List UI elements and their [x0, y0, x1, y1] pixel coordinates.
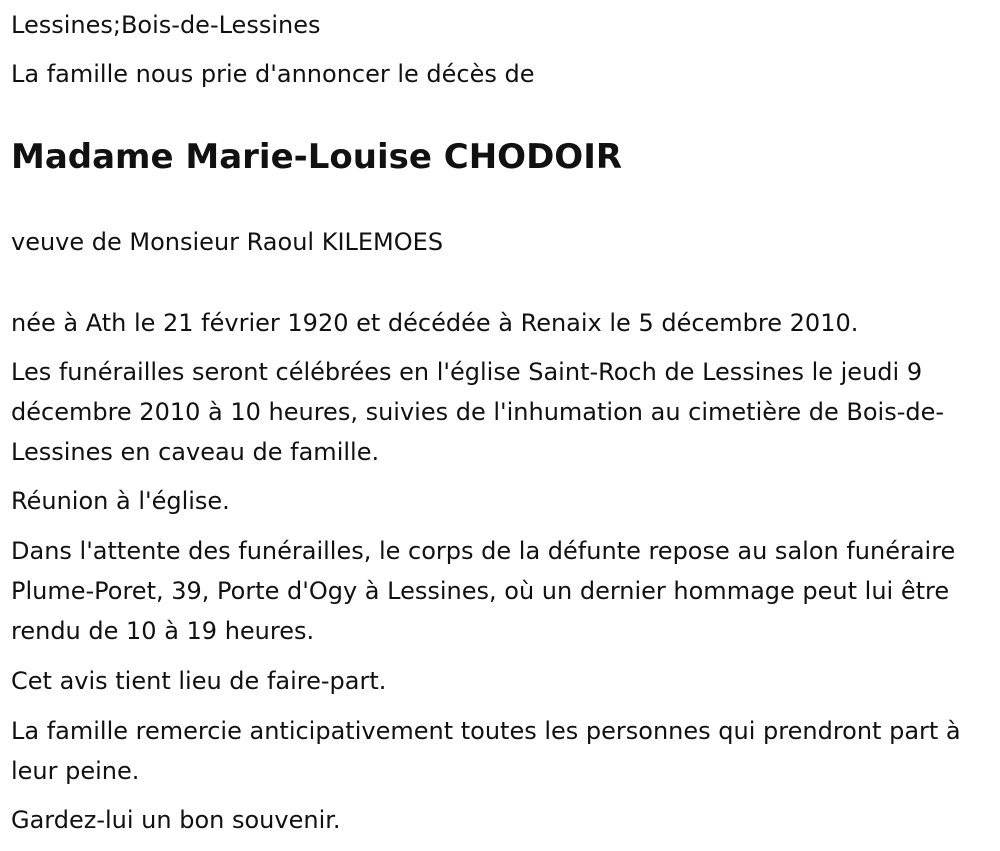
closing-line: Gardez-lui un bon souvenir. — [11, 806, 341, 834]
deceased-name: Madame Marie-Louise CHODOIR — [11, 137, 623, 177]
intro-line: La famille nous prie d'annoncer le décès de — [11, 60, 535, 88]
meeting-line: Réunion à l'église. — [11, 487, 230, 515]
viewing-paragraph: Dans l'attente des funérailles, le corps de la défunte repose au salon funéraire Plume-Poret, 39, Porte d'Ogy à Lessines, où un dernier hommage peut lui être rendu de 10 à 19 heures. — [11, 537, 956, 645]
birth-death-line: née à Ath le 21 février 1920 et décédée à Renaix le 5 décembre 2010. — [11, 309, 859, 337]
funeral-paragraph: Les funérailles seront célébrées en l'église Saint-Roch de Lessines le jeudi 9 décembre 2010 à 10 heures, suivies de l'inhumation au cimetière de Bois-de-Lessines en caveau de famille. — [11, 358, 945, 466]
spouse-line: veuve de Monsieur Raoul KILEMOES — [11, 228, 444, 256]
notice-line: Cet avis tient lieu de faire-part. — [11, 667, 387, 695]
location-line: Lessines;Bois-de-Lessines — [11, 11, 321, 39]
thanks-paragraph: La famille remercie anticipativement toutes les personnes qui prendront part à leur peine. — [11, 717, 961, 785]
